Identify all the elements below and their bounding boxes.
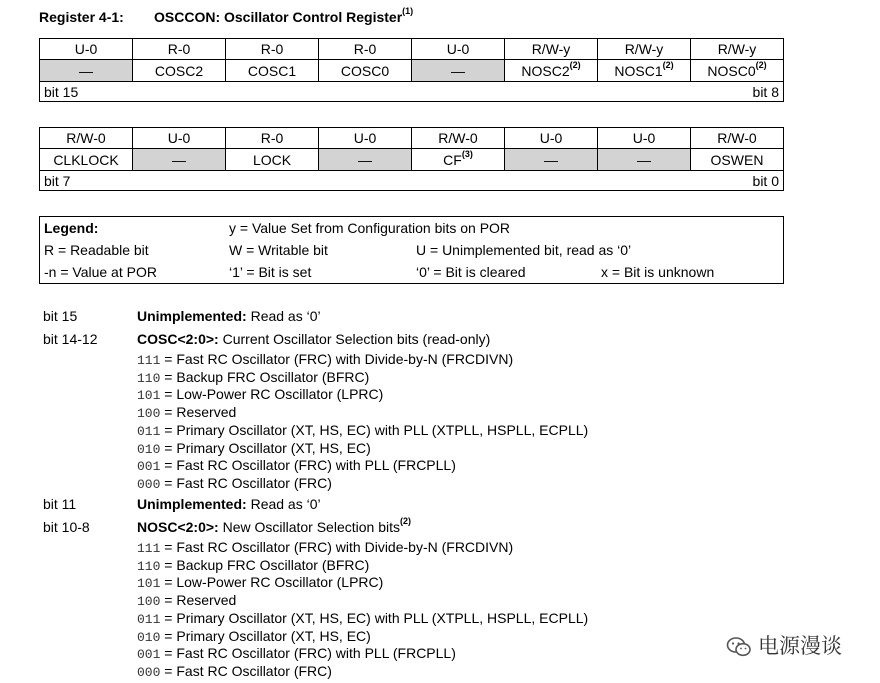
access-type-cell: R-0 bbox=[226, 128, 319, 149]
option-text: = Fast RC Oscillator (FRC) with PLL (FRCPLL) bbox=[160, 457, 456, 474]
option-line bbox=[137, 539, 513, 556]
bit-name-cell bbox=[505, 60, 598, 82]
option-line bbox=[137, 404, 236, 421]
watermark bbox=[726, 630, 842, 660]
access-row bbox=[40, 39, 784, 60]
legend-r: R = Readable bit bbox=[44, 242, 149, 258]
bit-range-left: bit 15 bbox=[44, 83, 79, 100]
option-code: 101 bbox=[137, 576, 161, 592]
access-type-cell: U-0 bbox=[40, 39, 133, 60]
access-type-cell: R/W-y bbox=[598, 39, 691, 60]
option-code: 011 bbox=[137, 611, 161, 627]
option-line bbox=[137, 351, 513, 368]
bit-name-row bbox=[40, 149, 784, 171]
option-line bbox=[137, 663, 332, 680]
option-text: = Backup FRC Oscillator (BFRC) bbox=[160, 368, 370, 385]
bit-name-cell bbox=[133, 149, 226, 171]
bit-label: bit 10-8 bbox=[43, 519, 90, 535]
bit-name: — bbox=[172, 151, 186, 168]
bit-name-cell bbox=[319, 60, 412, 82]
legend-heading: Legend: bbox=[44, 220, 99, 236]
bit-name-cell bbox=[691, 149, 784, 171]
bit-name: COSC1 bbox=[247, 62, 297, 79]
access-type-cell: R-0 bbox=[226, 39, 319, 60]
bit-name: COSC2 bbox=[154, 62, 204, 79]
bit-name: NOSC0 bbox=[707, 62, 756, 79]
option-line bbox=[137, 422, 588, 439]
option-line bbox=[137, 440, 371, 457]
option-line bbox=[137, 557, 369, 574]
option-text: = Backup FRC Oscillator (BFRC) bbox=[160, 556, 370, 573]
bit-name: COSC0 bbox=[340, 62, 390, 79]
bit-name: — bbox=[451, 62, 465, 79]
legend-x: x = Bit is unknown bbox=[601, 264, 715, 280]
bit-range-right: bit 0 bbox=[752, 172, 779, 189]
bit-field-name: Unimplemented: bbox=[137, 308, 247, 324]
option-code: 010 bbox=[137, 441, 161, 457]
bit-range-right: bit 8 bbox=[752, 83, 779, 100]
access-type-cell: U-0 bbox=[505, 128, 598, 149]
bit-field-desc: New Oscillator Selection bits bbox=[218, 519, 400, 535]
option-line bbox=[137, 592, 236, 609]
option-text: = Fast RC Oscillator (FRC) with Divide-by-N (FRCDIVN) bbox=[160, 351, 514, 367]
bit-name: CLKLOCK bbox=[53, 151, 119, 168]
access-type-cell: R-0 bbox=[319, 39, 412, 60]
legend-u: U = Unimplemented bit, read as ‘0’ bbox=[416, 242, 632, 258]
legend-box bbox=[39, 216, 784, 284]
access-type-cell: U-0 bbox=[319, 128, 412, 149]
option-code: 101 bbox=[137, 388, 161, 404]
legend-w: W = Writable bit bbox=[229, 242, 328, 258]
bit-name-cell bbox=[226, 60, 319, 82]
bit-name-cell bbox=[319, 149, 412, 171]
option-code: 110 bbox=[137, 558, 161, 574]
option-text: = Primary Oscillator (XT, HS, EC) bbox=[160, 627, 371, 644]
bit-name-cell bbox=[412, 149, 505, 171]
bit-footnote: (2) bbox=[662, 59, 674, 70]
legend-y: y = Value Set from Configuration bits on POR bbox=[229, 220, 511, 236]
bit-label: bit 14-12 bbox=[43, 331, 98, 347]
bit-range-left: bit 7 bbox=[44, 172, 71, 189]
bit-name: — bbox=[544, 151, 558, 168]
option-text: = Low-Power RC Oscillator (LPRC) bbox=[160, 574, 384, 591]
option-code: 000 bbox=[137, 664, 161, 680]
bit-name-cell bbox=[40, 60, 133, 82]
option-text: = Primary Oscillator (XT, HS, EC) with PLL (XTPLL, HSPLL, ECPLL) bbox=[160, 609, 589, 626]
bit-name-cell bbox=[226, 149, 319, 171]
legend-n: -n = Value at POR bbox=[44, 264, 157, 280]
register-table-high-byte bbox=[39, 38, 784, 102]
option-code: 010 bbox=[137, 629, 161, 645]
option-line bbox=[137, 386, 383, 403]
bit-name-cell bbox=[505, 149, 598, 171]
option-line bbox=[137, 610, 588, 627]
access-type-cell: R/W-y bbox=[691, 39, 784, 60]
access-type-cell: R/W-y bbox=[505, 39, 598, 60]
access-type-cell: R/W-0 bbox=[40, 128, 133, 149]
option-text: = Fast RC Oscillator (FRC) with Divide-by-N (FRCDIVN) bbox=[160, 539, 514, 555]
bit-name-cell bbox=[40, 149, 133, 171]
bit-field-footnote: (2) bbox=[400, 516, 411, 526]
bit-field-desc: Read as ‘0’ bbox=[246, 308, 321, 324]
bit-field-name: COSC<2:0>: bbox=[137, 331, 219, 347]
option-code: 001 bbox=[137, 647, 161, 663]
option-text: = Low-Power RC Oscillator (LPRC) bbox=[160, 386, 384, 403]
bit-name-cell bbox=[133, 60, 226, 82]
option-code: 111 bbox=[137, 353, 161, 368]
option-code: 000 bbox=[137, 476, 161, 492]
access-type-cell: U-0 bbox=[412, 39, 505, 60]
option-text: = Fast RC Oscillator (FRC) with PLL (FRCPLL) bbox=[160, 645, 456, 662]
bit-footnote: (2) bbox=[755, 59, 767, 70]
bit-name-cell bbox=[598, 60, 691, 82]
bit-name: NOSC2 bbox=[521, 62, 570, 79]
option-code: 001 bbox=[137, 459, 161, 475]
bit-name-cell bbox=[412, 60, 505, 82]
register-number: Register 4-1: bbox=[39, 9, 124, 25]
access-type-cell: U-0 bbox=[598, 128, 691, 149]
register-table-low-byte bbox=[39, 127, 784, 191]
legend-set: ‘1’ = Bit is set bbox=[229, 264, 312, 280]
access-type-cell: R/W-0 bbox=[412, 128, 505, 149]
option-code: 100 bbox=[137, 594, 161, 610]
bit-name: CF bbox=[443, 151, 462, 168]
bit-field-name: NOSC<2:0>: bbox=[137, 519, 219, 535]
bit-name: — bbox=[79, 62, 93, 79]
register-title bbox=[39, 6, 414, 25]
bit-name: — bbox=[358, 151, 372, 168]
bit-name: LOCK bbox=[252, 151, 292, 168]
option-text: = Reserved bbox=[160, 404, 237, 421]
option-line bbox=[137, 369, 369, 386]
bit-field-desc: Read as ‘0’ bbox=[246, 496, 321, 512]
access-row bbox=[40, 128, 784, 149]
option-line bbox=[137, 457, 456, 474]
option-text: = Fast RC Oscillator (FRC) bbox=[160, 474, 332, 491]
bit-name: — bbox=[637, 151, 651, 168]
access-type-cell: R/W-0 bbox=[691, 128, 784, 149]
option-text: = Primary Oscillator (XT, HS, EC) with PLL (XTPLL, HSPLL, ECPLL) bbox=[160, 421, 589, 438]
bit-field-name: Unimplemented: bbox=[137, 496, 247, 512]
bit-position-row bbox=[40, 82, 784, 102]
option-line bbox=[137, 645, 456, 662]
option-code: 110 bbox=[137, 370, 161, 386]
bit-field-desc: Current Oscillator Selection bits (read-only) bbox=[218, 331, 491, 347]
option-code: 011 bbox=[137, 423, 161, 439]
bit-footnote: (3) bbox=[461, 148, 473, 159]
access-type-cell: U-0 bbox=[133, 128, 226, 149]
option-code: 100 bbox=[137, 406, 161, 422]
bit-name-cell bbox=[598, 149, 691, 171]
access-type-cell: R-0 bbox=[133, 39, 226, 60]
title-footnote: (1) bbox=[402, 6, 414, 16]
option-text: = Fast RC Oscillator (FRC) bbox=[160, 662, 332, 679]
bit-name-cell bbox=[691, 60, 784, 82]
bit-footnote: (2) bbox=[569, 59, 581, 70]
option-line bbox=[137, 574, 383, 591]
bit-position-row bbox=[40, 171, 784, 191]
option-line bbox=[137, 628, 371, 645]
register-name: OSCCON: Oscillator Control Register bbox=[154, 9, 403, 25]
bit-name: NOSC1 bbox=[614, 62, 663, 79]
option-code: 111 bbox=[137, 541, 161, 556]
watermark-text: 电源漫谈 bbox=[758, 635, 842, 658]
bit-label: bit 11 bbox=[43, 496, 77, 512]
bit-label: bit 15 bbox=[43, 308, 78, 324]
bit-name: OSWEN bbox=[710, 151, 764, 168]
wechat-icon bbox=[726, 636, 752, 658]
option-text: = Primary Oscillator (XT, HS, EC) bbox=[160, 439, 371, 456]
legend-clr: ‘0’ = Bit is cleared bbox=[416, 264, 526, 280]
option-line bbox=[137, 475, 332, 492]
option-text: = Reserved bbox=[160, 592, 237, 609]
bit-name-row bbox=[40, 60, 784, 82]
